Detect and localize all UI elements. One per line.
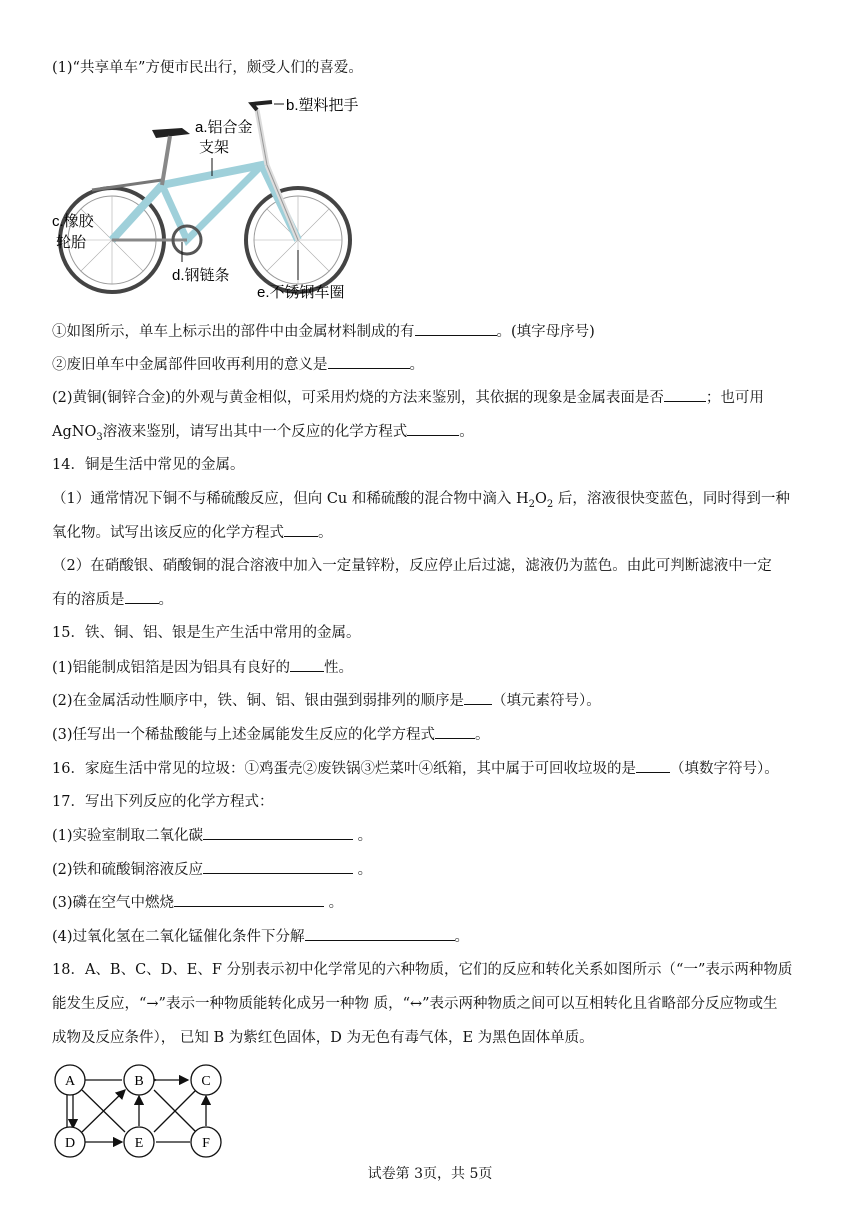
q13-part2-line2: AgNO$_3$溶液来鉴别，请写出其中一个反应的化学方程式 。 <box>52 421 474 448</box>
q15-title: 15．铁、铜、铝、银是生产生活中常用的金属。 <box>52 625 361 641</box>
q14-part1-line1: （1）通常情况下铜不与稀硫酸反应，但向 Cu 和稀硫酸的混合物中滴入 $H_2O_2$ 后，溶液很快变蓝色，同时得到一种 <box>52 491 790 510</box>
node-f-label: F <box>202 1136 210 1151</box>
q17-part1: (1)实验室制取二氧化碳 。 <box>52 825 372 846</box>
label-c: c.橡胶 <box>52 213 94 230</box>
label-a: a.铝合金 <box>195 119 253 136</box>
answer-blank[interactable] <box>284 522 318 537</box>
label-c-2: 轮胎 <box>56 234 87 251</box>
answer-blank[interactable] <box>174 892 324 907</box>
q17-part3: (3)磷在空气中燃烧 。 <box>52 892 343 913</box>
node-b-label: B <box>134 1074 144 1089</box>
answer-blank[interactable] <box>305 926 455 941</box>
node-d-label: D <box>64 1136 76 1151</box>
page-footer: 试卷第 3页，共 5页 <box>367 1166 493 1182</box>
answer-blank[interactable] <box>407 421 459 436</box>
q18-line1: 18．A、B、C、D、E、F 分别表示初中化学常见的六种物质，它们的反应和转化关系如图所示（“一”表示两种物质 <box>52 962 793 978</box>
q13-sub1: ①如图所示，单车上标示出的部件中由金属材料制成的有 。(填字母序号) <box>52 321 595 342</box>
bicycle-illustration <box>52 90 372 305</box>
q18-line2: 能发生反应，“→”表示一种物质能转化成另一种物 质，“↔”表示两种物质之间可以互相转化且省略部分反应物或生 <box>52 996 778 1012</box>
label-d: d.钢链条 <box>172 267 230 284</box>
q15-part2: (2)在金属活动性顺序中，铁、铜、铝、银由强到弱排列的顺序是 （填元素符号）。 <box>52 690 601 711</box>
q14-part2-line1: （2）在硝酸银、硝酸铜的混合溶液中加入一定量锌粉，反应停止后过滤，滤液仍为蓝色。由此可判断滤液中一定 <box>52 558 772 574</box>
q17-part4: (4)过氧化氢在二氧化锰催化条件下分解 。 <box>52 926 469 947</box>
answer-blank[interactable] <box>664 387 706 402</box>
label-e: e.不锈钢车圈 <box>257 284 345 301</box>
q18-line3: 成物及反应条件）， 已知 B 为紫红色固体，D 为无色有毒气体，E 为黑色固体单质。 <box>52 1030 594 1046</box>
q13-sub2: ②废旧单车中金属部件回收再利用的意义是 。 <box>52 354 424 375</box>
q17-part2: (2)铁和硫酸铜溶液反应 。 <box>52 859 372 880</box>
q15-part1: (1)铝能制成铝箔是因为铝具有良好的 性。 <box>52 657 353 678</box>
answer-blank[interactable] <box>464 690 492 705</box>
q14-title: 14．铜是生活中常见的金属。 <box>52 457 245 473</box>
q14-part1-line2: 氧化物。试写出该反应的化学方程式 。 <box>52 522 333 543</box>
q15-part3: (3)任写出一个稀盐酸能与上述金属能发生反应的化学方程式 。 <box>52 724 490 745</box>
answer-blank[interactable] <box>328 354 410 369</box>
answer-blank[interactable] <box>290 657 324 672</box>
answer-blank[interactable] <box>435 724 475 739</box>
q13-part2-line1: (2)黄铜(铜锌合金)的外观与黄金相似，可采用灼烧的方法来鉴别，其依据的现象是金属表面是否 ；也可用 <box>52 387 764 408</box>
node-a-label: A <box>64 1074 76 1089</box>
answer-blank[interactable] <box>203 859 353 874</box>
answer-blank[interactable] <box>636 758 670 773</box>
node-c-label: C <box>201 1074 211 1089</box>
relationship-diagram <box>50 1060 230 1160</box>
q14-part2-line2: 有的溶质是 。 <box>52 589 173 610</box>
q16-text: 16．家庭生活中常见的垃圾：①鸡蛋壳②废铁锅③烂菜叶④纸箱，其中属于可回收垃圾的是 （填数字符号）。 <box>52 758 779 779</box>
node-e-label: E <box>134 1136 144 1151</box>
answer-blank[interactable] <box>415 321 497 336</box>
q13-part1-intro: (1)“共享单车”方便市民出行，颇受人们的喜爱。 <box>52 60 363 76</box>
answer-blank[interactable] <box>203 825 353 840</box>
label-a-2: 支架 <box>199 139 230 156</box>
label-b: b.塑料把手 <box>286 97 359 114</box>
q17-title: 17．写出下列反应的化学方程式： <box>52 794 274 810</box>
answer-blank[interactable] <box>125 589 159 604</box>
